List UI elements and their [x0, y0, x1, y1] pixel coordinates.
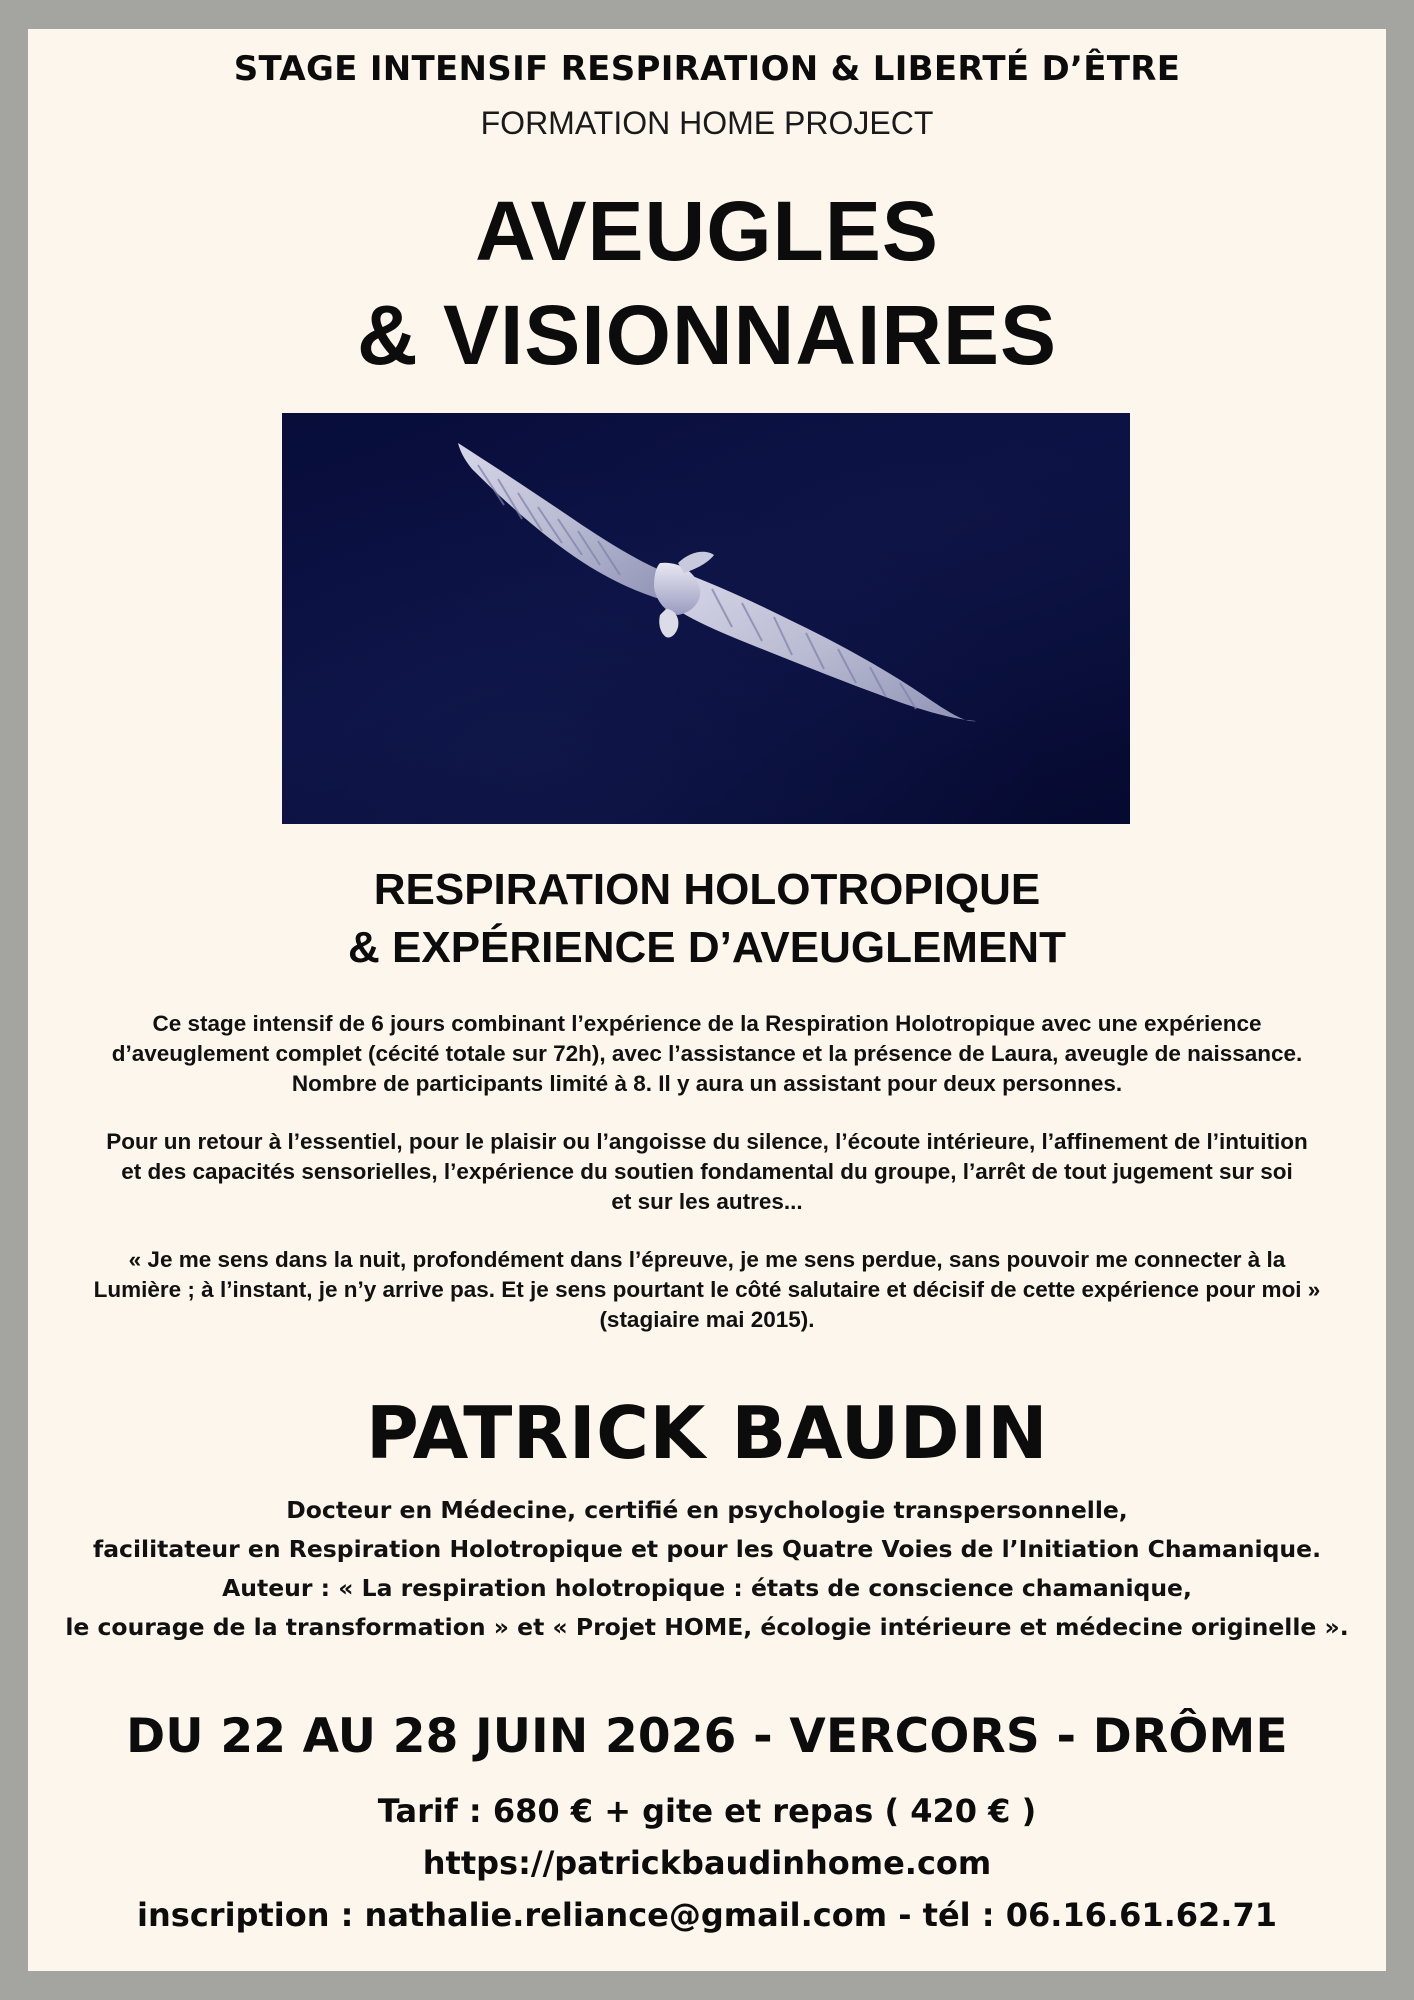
- price-text: Tarif : 680 € + gite et repas ( 420 € ): [377, 1792, 1037, 1830]
- poster: [28, 29, 1386, 1971]
- left-wing: [458, 443, 674, 603]
- quote-line: Lumière ; à l’instant, je n’y arrive pas. Et je sens pourtant le côté salutaire et décisif de cette expérience pour moi »: [93, 1277, 1321, 1302]
- event-contact: [28, 1785, 1386, 1941]
- section-title: [28, 861, 1386, 977]
- description-line: et des capacités sensorielles, l’expérience du soutien fondamental du groupe, l’arrêt de tout jugement sur soi: [121, 1159, 1293, 1184]
- description-paragraph-2: [28, 1127, 1386, 1217]
- description-line: d’aveuglement complet (cécité totale sur 72h), avec l’assistance et la présence de Laura, aveugle de naissance.: [111, 1041, 1303, 1066]
- description-line: Nombre de participants limité à 8. Il y aura un assistant pour deux personnes.: [291, 1071, 1123, 1096]
- event-dates: DU 22 AU 28 JUIN 2026 - VERCORS - DRÔME: [126, 1709, 1288, 1764]
- bio-line: Docteur en Médecine, certifié en psychologie transpersonnelle,: [286, 1496, 1128, 1524]
- main-title-line-2: & VISIONNAIRES: [356, 288, 1058, 382]
- registration-contact[interactable]: inscription : nathalie.reliance@gmail.com - tél : 06.16.61.62.71: [137, 1896, 1277, 1934]
- description-line: Pour un retour à l’essentiel, pour le plaisir ou l’angoisse du silence, l’écoute intérieure, l’affinement de l’intuition: [106, 1129, 1308, 1154]
- description-paragraph-1: [28, 1009, 1386, 1099]
- vulture-in-flight-illustration: [282, 413, 1130, 824]
- vulture-tail: [678, 552, 714, 573]
- main-title-line-1: AVEUGLES: [475, 184, 939, 278]
- stage-kicker: STAGE INTENSIF RESPIRATION & LIBERTÉ D’ÊTRE: [233, 49, 1181, 89]
- main-title: [28, 179, 1386, 387]
- section-title-line-2: & EXPÉRIENCE D’AVEUGLEMENT: [348, 923, 1066, 972]
- vulture-body: [654, 563, 700, 615]
- description-line: Ce stage intensif de 6 jours combinant l’expérience de la Respiration Holotropique avec une expérience: [152, 1011, 1262, 1036]
- quote-line: « Je me sens dans la nuit, profondément dans l’épreuve, je me sens perdue, sans pouvoir me connecter à la: [128, 1247, 1286, 1272]
- right-wing: [674, 569, 976, 721]
- formation-subtitle: FORMATION HOME PROJECT: [480, 105, 934, 141]
- bio-line: le courage de la transformation » et « Projet HOME, écologie intérieure et médecine originelle ».: [65, 1613, 1349, 1641]
- vulture-photo: [282, 413, 1130, 824]
- section-title-line-1: RESPIRATION HOLOTROPIQUE: [373, 865, 1041, 914]
- testimonial-quote: [28, 1245, 1386, 1335]
- speaker-name: PATRICK BAUDIN: [366, 1391, 1048, 1475]
- speaker-bio: [28, 1491, 1386, 1647]
- bio-line: Auteur : « La respiration holotropique : états de conscience chamanique,: [222, 1574, 1192, 1602]
- bio-line: facilitateur en Respiration Holotropique et pour les Quatre Voies de l’Initiation Chamanique.: [92, 1535, 1322, 1563]
- description-line: et sur les autres...: [611, 1189, 803, 1214]
- quote-line: (stagiaire mai 2015).: [599, 1307, 815, 1332]
- website-link[interactable]: https://patrickbaudinhome.com: [422, 1844, 992, 1882]
